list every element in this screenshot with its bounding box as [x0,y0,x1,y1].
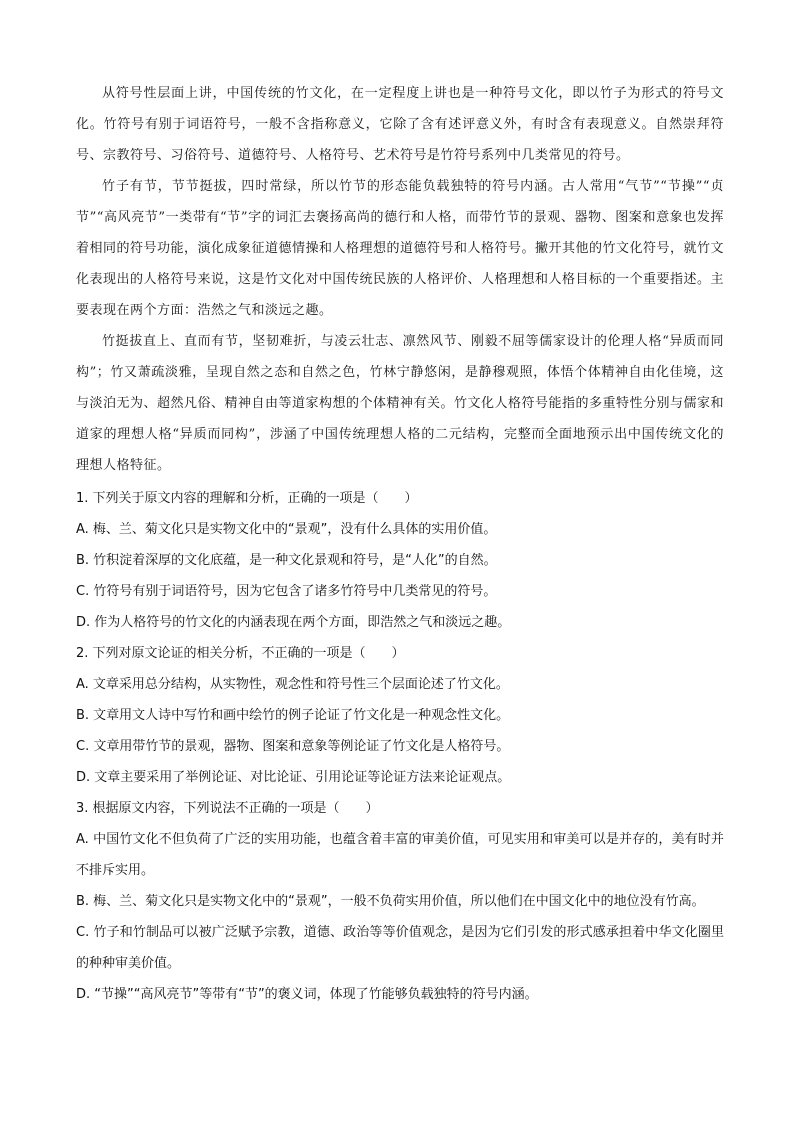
option-a: A. 梅、兰、菊文化只是实物文化中的“景观”，没有什么具体的实用价值。 [76,522,497,537]
question-3 [76,793,724,1010]
option-d: D. 作为人格符号的竹文化的内涵表现在两个方面，即浩然之气和淡远之趣。 [76,615,511,630]
option-c: C. 竹子和竹制品可以被广泛赋予宗教，道德、政治等等价值观念，是因为它们引发的形式感承担着中华文化圈里的种种审美价值。 [76,925,724,971]
option-b: B. 梅、兰、菊文化只是实物文化中的“景观”，一般不负荷实用价值，所以他们在中国文化中的地位没有竹高。 [76,894,705,909]
option-a: A. 文章采用总分结构，从实物性，观念性和符号性三个层面论述了竹文化。 [76,677,509,692]
question-stem: 3. 根据原文内容，下列说法不正确的一项是（ ） [76,801,379,816]
question-2 [76,638,724,793]
passage-paragraph: 竹子有节，节节挺拔，四时常绿，所以竹节的形态能负载独特的符号内涵。古人常用“气节”“节操”“贞节”“高风亮节”一类带有“节”字的词汇去褒扬高尚的德行和人格，而带竹节的景观、器物、图案和意象也发挥着相同的符号功能，演化成象征道德情操和人格理想的道德符号和人格符号。撇开其他的竹文化符号，就竹文化表现出的人格符号来说，这是竹文化对中国传统民族的人格评价、人格理想和人格目标的一个重要指述。主要表现在两个方面：浩然之气和淡远之趣。 [76,179,725,318]
option-c: C. 文章用带竹节的景观，器物、图案和意象等例论证了竹文化是人格符号。 [76,739,510,754]
reading-passage [76,78,724,481]
passage-paragraph: 竹挺拔直上、直而有节，坚韧难折，与凌云壮志、凛然风节、刚毅不屈等儒家设计的伦理人格“异质而同构”；竹又萧疏淡雅，呈现自然之态和自然之色，竹林宁静悠闲，是静穆观照，体悟个体精神自由化佳境，这与淡泊无为、超然凡俗、精神自由等道家构想的个体精神有关。竹文化人格符号能指的多重特性分别与儒家和道家的理想人格“异质而同构”，涉涵了中国传统理想人格的二元结构，完整而全面地预示出中国传统文化的理想人格特征。 [76,334,725,473]
option-a: A. 中国竹文化不但负荷了广泛的实用功能，也蕴含着丰富的审美价值，可见实用和审美可以是并存的，美有时并不排斥实用。 [76,832,724,878]
question-stem: 1. 下列关于原文内容的理解和分析，正确的一项是（ ） [76,491,418,506]
question-1 [76,483,724,638]
option-b: B. 竹积淀着深厚的文化底蕴，是一种文化景观和符号，是“人化”的自然。 [76,553,497,568]
option-d: D. 文章主要采用了举例论证、对比论证、引用论证等论证方法来论证观点。 [76,770,511,785]
option-c: C. 竹符号有别于词语符号，因为它包含了诸多竹符号中几类常见的符号。 [76,584,497,599]
question-list [76,483,724,1010]
option-b: B. 文章用文人诗中写竹和画中绘竹的例子论证了竹文化是一种观念性文化。 [76,708,510,723]
passage-paragraph: 从符号性层面上讲，中国传统的竹文化，在一定程度上讲也是一种符号文化，即以竹子为形式的符号文化。竹符号有别于词语符号，一般不含指称意义，它除了含有述评意义外，有时含有表现意义。自然崇拜符号、宗教符号、习俗符号、道德符号、人格符号、艺术符号是竹符号系列中几类常见的符号。 [76,86,724,163]
question-stem: 2. 下列对原文论证的相关分析，不正确的一项是（ ） [76,646,405,661]
option-d: D. “节操”“高风亮节”等带有“节”的褒义词，体现了竹能够负载独特的符号内涵。 [76,987,538,1002]
